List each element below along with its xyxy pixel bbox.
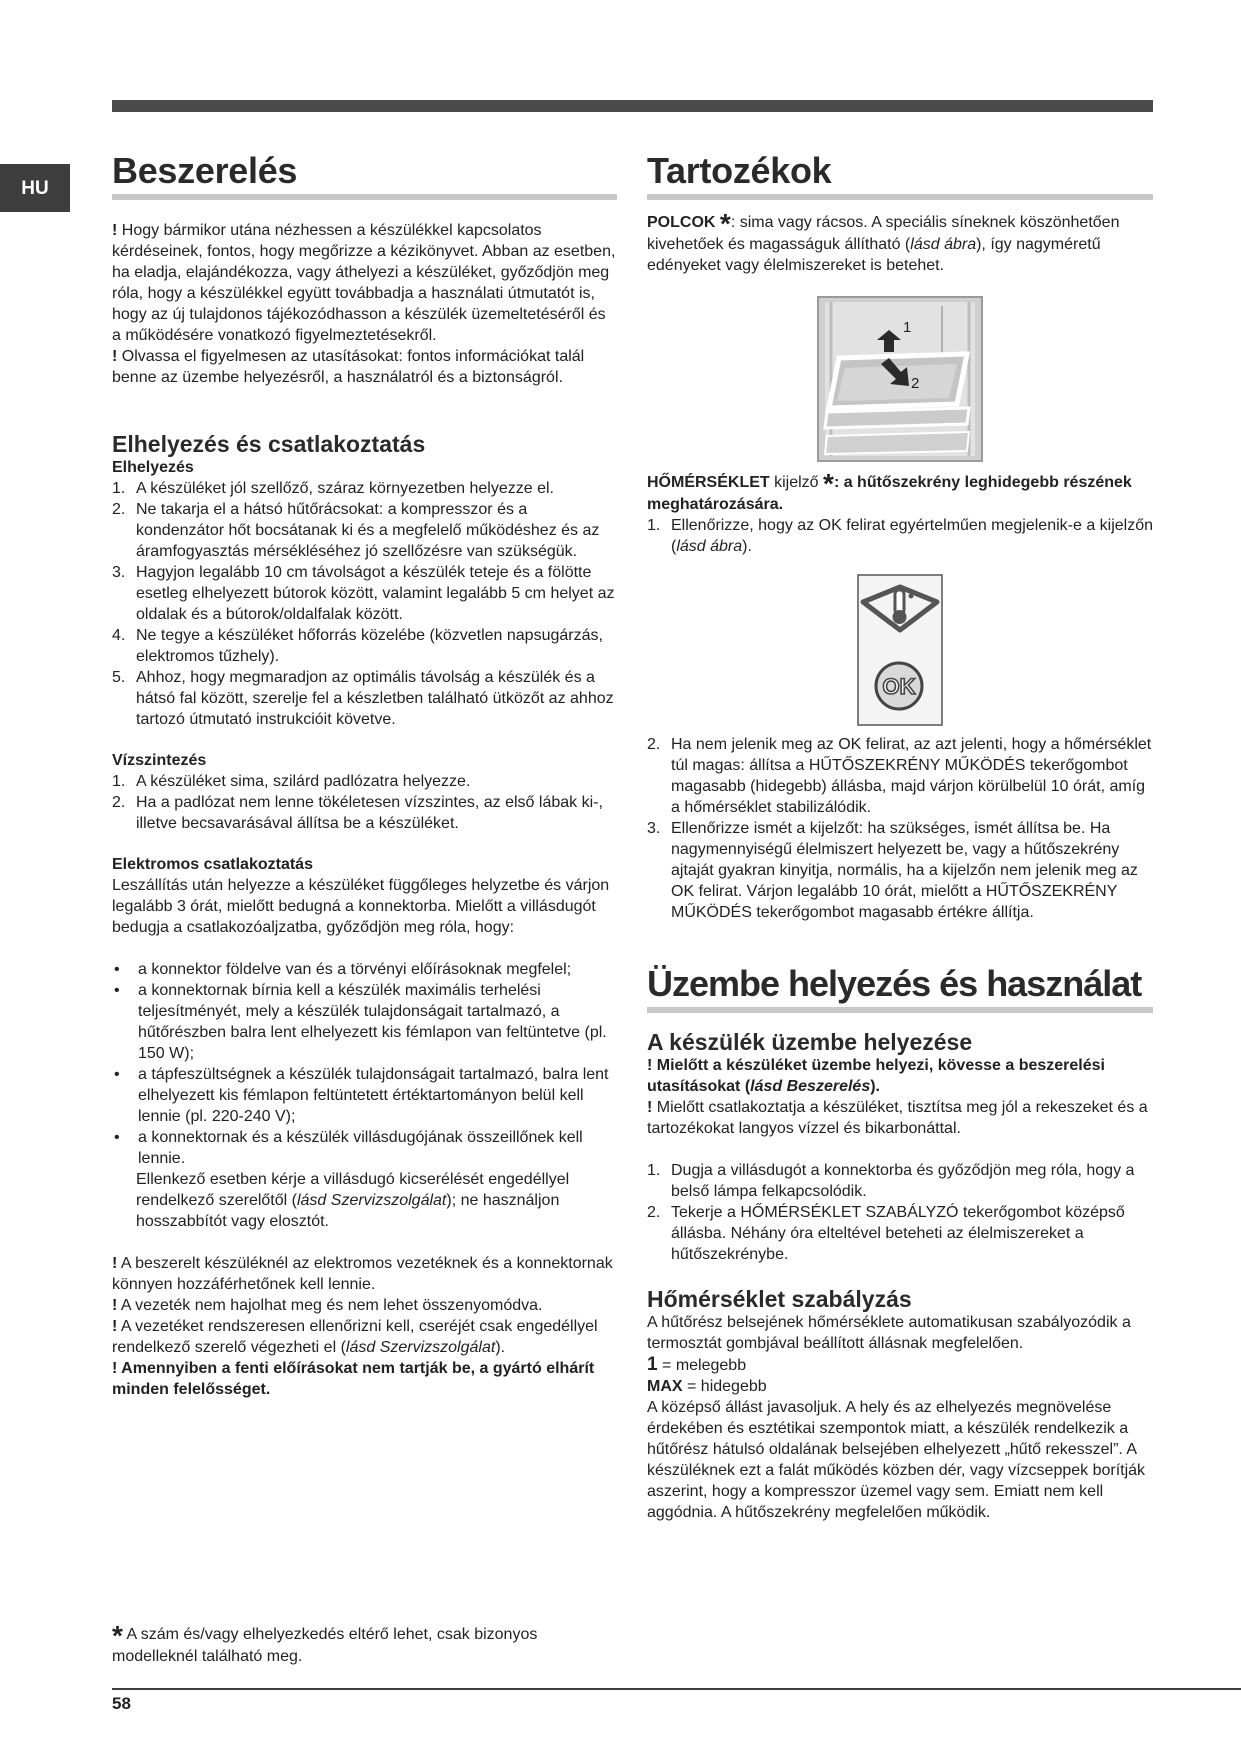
placement-heading: Elhelyezés és csatlakoztatás (112, 431, 426, 457)
intro-paragraph-2: ! Olvassa el figyelmesen az utasításokat: fontos információkat talál benne az üzembe helyezésről, a használatról és a biztonságról. (112, 348, 585, 386)
title-start-and-use: Üzembe helyezés és használat (647, 963, 1153, 1013)
list-item: 1. Ellenőrizze, hogy az OK felirat egyértelműen megjelenik-e a kijelzőn (lásd ábra). (647, 517, 1154, 555)
temperature-indicator-heading: HŐMÉRSÉKLET kijelző *: a hűtőszekrény leghidegebb részének meghatározására. (647, 468, 1132, 513)
start-cleaning-note: ! Mielőtt csatlakoztatja a készüléket, tisztítsa meg jól a rekeszeket és a tartozékokat langyos vízzel és bikarbonáttal. (647, 1099, 1148, 1137)
list-item: 3. Ellenőrizze ismét a kijelzőt: ha szükséges, ismét állítsa be. Ha nagymennyiségű élelmiszert helyezett be, vagy a hűtőszekrény ajtaját gyakran kinyitja, normális, ha a kijelzőn nem jelenik meg az OK felirat. Várjon legalább 10 órát, mielőtt a HŰTŐSZEKRÉNY MŰKÖDÉS tekerőgombot magasabb értékre állítja. (647, 820, 1138, 921)
list-item: 2. Ha a padlózat nem lenne tökéletesen vízszintes, az első lábak ki-, illetve becsavarásával állítsa be a készüléket. (112, 794, 603, 832)
right-column (647, 150, 1153, 1523)
electrical-warnings (112, 1253, 617, 1400)
placement-list (112, 478, 617, 730)
list-item: 1. Dugja a villásdugót a konnektorba és győződjön meg róla, hogy a belső lámpa felkapcsolódik. (647, 1162, 1135, 1200)
list-item: 3. Hagyjon legalább 10 cm távolságot a készülék teteje és a fölötte esetleg elhelyezett bútorok között, valamint legalább 5 cm helyet az oldalak és a bútorok/oldalfalak között. (112, 564, 615, 623)
electrical-heading: Elektromos csatlakoztatás (112, 856, 313, 873)
footer-rule (112, 1688, 1241, 1690)
electrical-list (112, 959, 617, 1169)
regulation-setting-max: MAX = hidegebb (647, 1378, 767, 1395)
list-item: 4. Ne tegye a készüléket hőforrás közelébe (közvetlen napsugárzás, elektromos tűzhely). (112, 627, 603, 665)
intro-paragraph-1: ! Hogy bármikor utána nézhessen a készülékkel kapcsolatos kérdéseinek, fontos, hogy megőrizze a kézikönyvet. Abban az esetben, ha eladja, elajándékozza, vagy áthelyezi a készüléket, győződjön meg róla, hogy a készülékkel együtt továbbadja a használati útmutatót is, hogy az új tulajdonos tájékozódhasson a készülék üzemeltetéséről és a működésére vonatkozó figyelmeztetésekről. (112, 222, 616, 344)
start-warning: ! Mielőtt a készüléket üzembe helyezi, kövesse a beszerelési utasításokat (lásd Beszerelés). (647, 1057, 1105, 1095)
list-item: 2. Ne takarja el a hátsó hűtőrácsokat: a kompresszor és a kondenzátor hőt bocsátanak ki és a megfelelő működéshez és az áramfogyasztás mérsékléséhez jó szellőzésre van szükségük. (112, 501, 600, 560)
start-list (647, 1160, 1153, 1265)
warning-2: ! A vezeték nem hajolhat meg és nem lehet összenyomódva. (112, 1297, 543, 1314)
list-item: 5. Ahhoz, hogy megmaradjon az optimális távolság a készülék és a hátsó fal között, szerelje fel a készletben található ütközőt az ahhoz tartozó útmutató instrukcióit követve. (112, 669, 614, 728)
warning-3: ! A vezetéket rendszeresen ellenőrizni kell, cseréjét csak engedéllyel rendelkező szerelő végezheti el (lásd Szervizszolgálat). (112, 1318, 598, 1356)
warning-4: ! Amennyiben a fenti előírásokat nem tartják be, a gyártó elhárít minden felelősséget. (112, 1360, 595, 1398)
electrical-otherwise: Ellenkező esetben kérje a villásdugó kicserélését engedéllyel rendelkező szerelőtől (lásd Szervizszolgálat); ne használjon hosszabbítót vagy elosztót. (136, 1171, 570, 1230)
leveling-list (112, 771, 617, 834)
ok-label: OK (882, 674, 916, 699)
ok-indicator-illustration (857, 574, 943, 726)
language-tab: HU (0, 164, 70, 212)
top-bar (112, 100, 1153, 112)
shelf-step-1-label: 1 (903, 319, 912, 336)
intro-block (112, 220, 617, 388)
shelf-step-2-label: 2 (911, 375, 920, 392)
list-item: • a tápfeszültségnek a készülék tulajdonságait tartalmazó, balra lent elhelyezett kis fémlapon feltüntetett értéktartományon belül kell lennie (pl. 220-240 V); (114, 1066, 609, 1125)
list-item: • a konnektornak bírnia kell a készülék maximális terhelési teljesítményét, mely a készülék tulajdonságait tartalmazó, a hűtőrészben balra lent elhelyezett kis fémlapon van feltüntetve (pl. 150 W); (114, 982, 607, 1062)
title-installation: Beszerelés (112, 150, 617, 200)
regulation-setting-1: 1 = melegebb (647, 1354, 747, 1375)
electrical-intro: Leszállítás után helyezze a készüléket függőleges helyzetbe és várjon legalább 3 órát, mielőtt bedugná a konnektorba. Mielőtt a villásdugót bedugja a csatlakozóaljzatba, győződjön meg róla, hogy: (112, 877, 610, 936)
start-heading: A készülék üzembe helyezése (647, 1029, 973, 1055)
shelves-paragraph: POLCOK *: sima vagy rácsos. A speciális síneknek köszönhetően kivehetőek és magasságuk állítható (lásd ábra), így nagyméretű edényeket vagy élelmiszereket is betehet. (647, 208, 1120, 274)
list-item: • a konnektornak és a készülék villásdugójának összeillőnek kell lennie. (114, 1129, 583, 1167)
page-number: 58 (112, 1694, 131, 1713)
regulation-paragraph: A hűtőrész belsejének hőmérséklete automatikusan szabályozódik a termosztát gombjával beállított állásnak megfelelően. (647, 1314, 1131, 1352)
warning-1: ! A beszerelt készüléknél az elektromos vezetéknek és a konnektornak könnyen hozzáférhetőnek kell lennie. (112, 1255, 613, 1293)
regulation-heading: Hőmérséklet szabályzás (647, 1286, 912, 1312)
regulation-paragraph-2: A középső állást javasoljuk. A hely és az elhelyezés megnövelése érdekében és esztétikai szempontok miatt, a készülék rendelkezik a hűtőrész hátulsó oldalának belsejében elhelyezett „hűtő rekesszel”. A készüléknek ezt a falát működés közben dér, vagy vízcseppek borítják aszerint, hogy a kompresszor üzemel vagy sem. Emiatt nem kell aggódnia. A hűtőszekrény megfelelően működik. (647, 1399, 1146, 1521)
left-column (112, 150, 617, 1400)
temperature-list-2 (647, 734, 1153, 923)
leveling-heading: Vízszintezés (112, 752, 207, 769)
list-item: 2. Ha nem jelenik meg az OK felirat, az azt jelenti, hogy a hőmérséklet túl magas: állítsa a HŰTŐSZEKRÉNY MŰKÖDÉS tekerőgombot magasabb (hidegebb) állásba, majd várjon körülbelül 10 órát, amíg a hőmérséklet stabilizálódik. (647, 736, 1152, 816)
shelf-illustration (817, 296, 983, 462)
footnote: * A szám és/vagy elhelyezkedés eltérő lehet, csak bizonyos modelleknél található meg. (112, 1620, 538, 1665)
list-item: 2. Tekerje a HŐMÉRSÉKLET SZABÁLYZÓ tekerőgombot középső állásba. Néhány óra elteltével beteheti az élelmiszereket a hűtőszekrénybe. (647, 1204, 1125, 1263)
placement-subheading: Elhelyezés (112, 459, 194, 476)
list-item: 1. A készüléket sima, szilárd padlózatra helyezze. (112, 773, 471, 790)
temperature-list-1 (647, 515, 1153, 557)
title-accessories: Tartozékok (647, 150, 1153, 200)
list-item: • a konnektor földelve van és a törvényi előírásoknak megfelel; (114, 961, 572, 978)
list-item: 1. A készüléket jól szellőző, száraz környezetben helyezze el. (112, 480, 554, 497)
